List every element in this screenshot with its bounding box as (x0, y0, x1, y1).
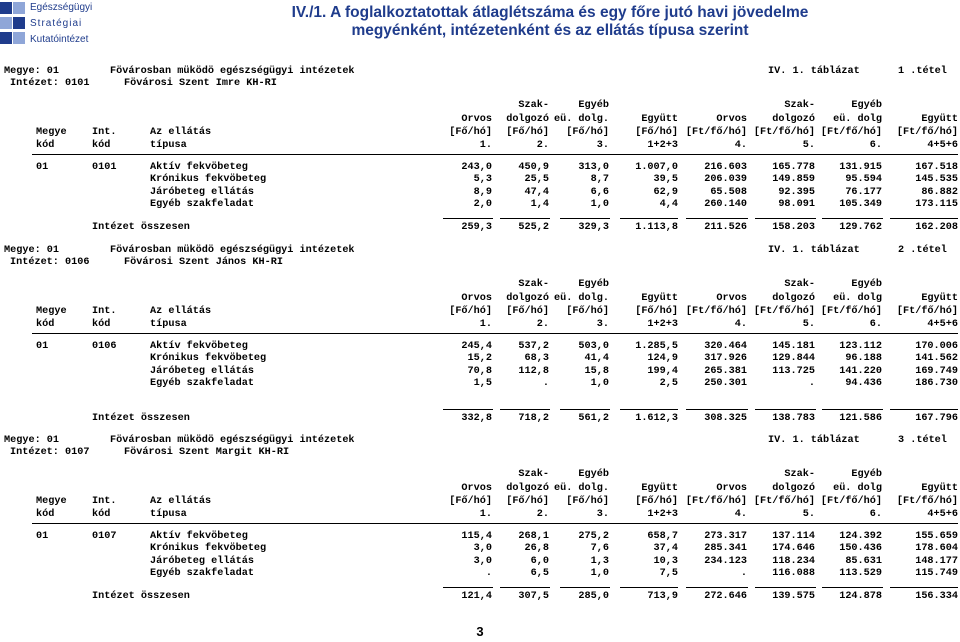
row-value: 186.730 (915, 377, 958, 389)
row-value: 1,5 (473, 377, 492, 389)
column-header: [Fő/hó] (449, 127, 492, 138)
column-header: Egyéb (578, 100, 609, 111)
column-header: Együtt (921, 293, 958, 304)
logo-line-2: Stratégiai (30, 18, 83, 29)
megye-label: Megye: 01 (4, 245, 60, 256)
left-column-code: típusa (150, 319, 187, 330)
row-value: 94.436 (845, 377, 882, 389)
column-header: [Fő/hó] (566, 127, 609, 138)
total-divider (560, 587, 610, 588)
logo-line-3: Kutatóintézet (30, 34, 89, 45)
left-column-header: Megye (36, 306, 67, 317)
page-title (140, 4, 960, 40)
total-divider (822, 218, 883, 219)
column-header: dolgozó (772, 483, 815, 494)
left-column-code: kód (92, 319, 111, 330)
row-value: 148.177 (915, 555, 958, 567)
row-value: 113.725 (772, 365, 815, 377)
left-column-header: Az ellátás (150, 306, 212, 317)
total-divider (620, 218, 678, 219)
row-value: 178.604 (915, 543, 958, 555)
column-header: 4+5+6 (927, 509, 958, 520)
row-value: 169.749 (915, 365, 958, 377)
total-divider (755, 587, 816, 588)
column-header: 1+2+3 (647, 140, 678, 151)
total-divider (686, 587, 748, 588)
row-value: 47,4 (524, 186, 549, 198)
row-value: 105.349 (839, 198, 882, 210)
row-value: 6,5 (530, 567, 549, 579)
column-header: [Fő/hó] (635, 306, 678, 317)
left-column-header: Int. (92, 127, 117, 138)
row-value: 141.220 (839, 365, 882, 377)
total-value: 259,3 (461, 222, 492, 234)
column-header: 3. (596, 509, 609, 520)
total-value: 308.325 (704, 413, 747, 425)
row-value: 165.778 (772, 162, 815, 173)
left-column-header: Int. (92, 496, 117, 507)
item-number: 3 .tétel (898, 435, 947, 446)
row-value: 65.508 (710, 186, 747, 198)
row-value: 98.091 (778, 198, 815, 210)
intezet-name: Fövárosi Szent Imre KH-RI (124, 78, 277, 89)
row-value: 2,5 (659, 377, 678, 389)
total-value: 139.575 (772, 591, 815, 603)
title-line-2: megyénként, intézetenként és az ellátás típusa szerint (351, 22, 749, 39)
row-type: Járóbeteg ellátás (150, 365, 254, 377)
column-header: eü. dolg (833, 483, 882, 494)
row-value: 118.234 (772, 555, 815, 567)
total-divider (822, 409, 883, 410)
total-divider (500, 409, 550, 410)
column-header: Együtt (921, 114, 958, 125)
column-header: [Fő/hó] (635, 127, 678, 138)
row-int-code: 0101 (92, 162, 117, 173)
column-header: Szak- (784, 100, 815, 111)
item-number: 2 .tétel (898, 245, 947, 256)
row-value: . (485, 567, 492, 579)
row-value: 124,9 (647, 353, 678, 365)
row-value: 170.006 (915, 341, 958, 352)
row-value: 265.381 (704, 365, 747, 377)
row-value: 3,0 (473, 555, 492, 567)
column-header: [Ft/fő/hó] (753, 306, 815, 317)
row-type: Krónikus fekvöbeteg (150, 543, 267, 555)
header-divider (32, 154, 958, 155)
row-int-code: 0106 (92, 341, 117, 352)
left-column-code: kód (92, 509, 111, 520)
column-header: 3. (596, 319, 609, 330)
total-divider (686, 218, 748, 219)
column-header: 1. (479, 319, 492, 330)
total-divider (443, 409, 493, 410)
total-value: 272.646 (704, 591, 747, 603)
total-divider (755, 218, 816, 219)
row-value: 7,6 (590, 543, 609, 555)
row-value: 285.341 (704, 543, 747, 555)
intezet-name: Fövárosi Szent Margit KH-RI (124, 447, 290, 458)
column-header: [Fő/hó] (506, 306, 549, 317)
column-header: [Ft/fő/hó] (753, 496, 815, 507)
total-value: 138.783 (772, 413, 815, 425)
row-value: 503,0 (578, 341, 609, 352)
row-value: 85.631 (845, 555, 882, 567)
column-header: [Ft/fő/hó] (896, 127, 958, 138)
row-value: 39,5 (653, 174, 678, 186)
total-value: 718,2 (518, 413, 549, 425)
megye-name: Fövárosban müködö egészségügyi intézetek (110, 245, 355, 256)
logo-line-1: Egészségügyi (30, 2, 93, 13)
column-header: dolgozó (506, 483, 549, 494)
column-header: 4. (734, 319, 747, 330)
row-value: 115,4 (461, 531, 492, 542)
row-value: 206.039 (704, 174, 747, 186)
row-type: Egyéb szakfeladat (150, 198, 254, 210)
column-header: [Ft/fő/hó] (685, 306, 747, 317)
total-value: 561,2 (578, 413, 609, 425)
row-value: 145.535 (915, 174, 958, 186)
row-value: 15,8 (584, 365, 609, 377)
column-header: [Ft/fő/hó] (820, 496, 882, 507)
row-type: Krónikus fekvöbeteg (150, 174, 267, 186)
column-header: dolgozó (772, 114, 815, 125)
row-value: 6,6 (590, 186, 609, 198)
total-divider (890, 218, 958, 219)
column-header: eü. dolg. (553, 483, 609, 494)
total-divider (755, 409, 816, 410)
column-header: Szak- (518, 279, 549, 290)
row-value: 167.518 (915, 162, 958, 173)
column-header: Egyéb (851, 469, 882, 480)
column-header: [Fő/hó] (635, 496, 678, 507)
total-divider (560, 409, 610, 410)
total-divider (890, 409, 958, 410)
row-value: 96.188 (845, 353, 882, 365)
row-value: 26,8 (524, 543, 549, 555)
column-header: eü. dolg (833, 114, 882, 125)
row-value: 1.285,5 (635, 341, 678, 352)
column-header: Együtt (641, 114, 678, 125)
total-divider (822, 587, 883, 588)
column-header: Egyéb (851, 100, 882, 111)
row-value: 1,0 (590, 567, 609, 579)
column-header: Együtt (641, 293, 678, 304)
column-header: [Fő/hó] (449, 496, 492, 507)
left-column-code: kód (36, 319, 55, 330)
page-number: 3 (476, 624, 484, 639)
row-value: 86.882 (921, 186, 958, 198)
item-number: 1 .tétel (898, 66, 947, 77)
total-divider (620, 587, 678, 588)
row-type: Aktív fekvöbeteg (150, 162, 248, 173)
column-header: 6. (869, 140, 882, 151)
row-megye-code: 01 (36, 531, 49, 542)
column-header: 4. (734, 509, 747, 520)
row-value: 2,0 (473, 198, 492, 210)
row-value: 123.112 (839, 341, 882, 352)
row-type: Járóbeteg ellátás (150, 555, 254, 567)
row-value: 92.395 (778, 186, 815, 198)
header-divider (32, 523, 958, 524)
row-value: 173.115 (915, 198, 958, 210)
column-header: Orvos (461, 293, 492, 304)
row-value: 260.140 (704, 198, 747, 210)
left-column-header: Megye (36, 127, 67, 138)
column-header: Orvos (716, 114, 747, 125)
column-header: Egyéb (851, 279, 882, 290)
total-value: 162.208 (915, 222, 958, 234)
row-type: Egyéb szakfeladat (150, 377, 254, 389)
column-header: 1+2+3 (647, 509, 678, 520)
column-header: 6. (869, 319, 882, 330)
total-divider (620, 409, 678, 410)
megye-label: Megye: 01 (4, 435, 60, 446)
column-header: [Ft/fő/hó] (820, 306, 882, 317)
column-header: Szak- (784, 279, 815, 290)
total-value: 121.586 (839, 413, 882, 425)
total-divider (890, 587, 958, 588)
column-header: [Fő/hó] (566, 306, 609, 317)
column-header: Orvos (461, 483, 492, 494)
left-column-header: Az ellátás (150, 127, 212, 138)
row-type: Aktív fekvöbeteg (150, 531, 248, 542)
column-header: [Ft/fő/hó] (896, 496, 958, 507)
column-header: dolgozó (506, 293, 549, 304)
total-divider (443, 218, 493, 219)
row-value: 10,3 (653, 555, 678, 567)
total-label: Intézet összesen (92, 222, 190, 234)
row-value: 129.844 (772, 353, 815, 365)
row-value: 268,1 (518, 531, 549, 542)
title-line-1: IV./1. A foglalkoztatottak átlaglétszáma és egy főre jutó havi jövedelme (291, 4, 809, 21)
intezet-label: Intézet: 0106 (10, 257, 90, 268)
row-value: 112,8 (518, 365, 549, 377)
row-value: 124.392 (839, 531, 882, 542)
column-header: [Fő/hó] (506, 496, 549, 507)
column-header: Orvos (716, 293, 747, 304)
column-header: Orvos (461, 114, 492, 125)
row-value: 6,0 (530, 555, 549, 567)
row-value: 537,2 (518, 341, 549, 352)
row-value: 7,5 (659, 567, 678, 579)
total-divider (560, 218, 610, 219)
intezet-name: Fövárosi Szent János KH-RI (124, 257, 283, 268)
left-column-code: típusa (150, 509, 187, 520)
row-value: 174.646 (772, 543, 815, 555)
column-header: [Fő/hó] (566, 496, 609, 507)
row-value: 1,3 (590, 555, 609, 567)
total-value: 525,2 (518, 222, 549, 234)
row-value: 141.562 (915, 353, 958, 365)
row-value: 113.529 (839, 567, 882, 579)
row-value: 199,4 (647, 365, 678, 377)
total-divider (500, 587, 550, 588)
column-header: Együtt (921, 483, 958, 494)
column-header: 1. (479, 140, 492, 151)
column-header: 5. (802, 509, 815, 520)
row-value: . (808, 377, 815, 389)
total-value: 129.762 (839, 222, 882, 234)
column-header: 4+5+6 (927, 319, 958, 330)
row-value: . (542, 377, 549, 389)
row-value: 317.926 (704, 353, 747, 365)
row-value: 245,4 (461, 341, 492, 352)
table-ref: IV. 1. táblázat (768, 435, 860, 446)
row-value: 62,9 (653, 186, 678, 198)
row-value: 275,2 (578, 531, 609, 542)
left-column-code: kód (36, 509, 55, 520)
row-value: 243,0 (461, 162, 492, 173)
row-value: 37,4 (653, 543, 678, 555)
total-value: 285,0 (578, 591, 609, 603)
total-value: 167.796 (915, 413, 958, 425)
row-value: 68,3 (524, 353, 549, 365)
row-value: 313,0 (578, 162, 609, 173)
total-divider (443, 587, 493, 588)
row-megye-code: 01 (36, 341, 49, 352)
megye-name: Fövárosban müködö egészségügyi intézetek (110, 435, 355, 446)
row-value: 4,4 (659, 198, 678, 210)
row-value: 8,7 (590, 174, 609, 186)
row-value: 1,0 (590, 198, 609, 210)
row-value: 76.177 (845, 186, 882, 198)
total-label: Intézet összesen (92, 413, 190, 425)
row-value: 95.594 (845, 174, 882, 186)
row-value: 450,9 (518, 162, 549, 173)
left-column-header: Megye (36, 496, 67, 507)
column-header: 6. (869, 509, 882, 520)
column-header: dolgozó (772, 293, 815, 304)
total-value: 332,8 (461, 413, 492, 425)
row-value: 149.859 (772, 174, 815, 186)
row-megye-code: 01 (36, 162, 49, 173)
row-value: 1,4 (530, 198, 549, 210)
logo (0, 0, 94, 50)
row-value: 3,0 (473, 543, 492, 555)
column-header: [Fő/hó] (506, 127, 549, 138)
column-header: [Fő/hó] (449, 306, 492, 317)
row-value: 115.749 (915, 567, 958, 579)
column-header: 2. (536, 140, 549, 151)
total-divider (500, 218, 550, 219)
row-value: 273.317 (704, 531, 747, 542)
column-header: 1. (479, 509, 492, 520)
column-header: Szak- (518, 469, 549, 480)
row-type: Aktív fekvöbeteg (150, 341, 248, 352)
total-value: 1.113,8 (635, 222, 678, 234)
row-value: 320.464 (704, 341, 747, 352)
row-value: 150.436 (839, 543, 882, 555)
column-header: Szak- (784, 469, 815, 480)
total-value: 211.526 (704, 222, 747, 234)
total-value: 713,9 (647, 591, 678, 603)
row-value: 5,3 (473, 174, 492, 186)
column-header: Együtt (641, 483, 678, 494)
row-value: 155.659 (915, 531, 958, 542)
column-header: Szak- (518, 100, 549, 111)
column-header: dolgozó (506, 114, 549, 125)
column-header: Egyéb (578, 469, 609, 480)
header-divider (32, 333, 958, 334)
column-header: eü. dolg (833, 293, 882, 304)
column-header: eü. dolg. (553, 293, 609, 304)
row-value: 658,7 (647, 531, 678, 542)
column-header: 2. (536, 509, 549, 520)
column-header: [Ft/fő/hó] (753, 127, 815, 138)
total-value: 156.334 (915, 591, 958, 603)
row-value: 116.088 (772, 567, 815, 579)
column-header: [Ft/fő/hó] (685, 496, 747, 507)
row-value: 234.123 (704, 555, 747, 567)
column-header: 4+5+6 (927, 140, 958, 151)
total-value: 121,4 (461, 591, 492, 603)
table-ref: IV. 1. táblázat (768, 66, 860, 77)
row-value: 1.007,0 (635, 162, 678, 173)
column-header: eü. dolg. (553, 114, 609, 125)
column-header: [Ft/fő/hó] (685, 127, 747, 138)
row-value: 250.301 (704, 377, 747, 389)
row-value: . (740, 567, 747, 579)
column-header: 1+2+3 (647, 319, 678, 330)
row-type: Krónikus fekvöbeteg (150, 353, 267, 365)
total-label: Intézet összesen (92, 591, 190, 603)
row-type: Egyéb szakfeladat (150, 567, 254, 579)
row-value: 8,9 (473, 186, 492, 198)
row-value: 131.915 (839, 162, 882, 173)
column-header: 5. (802, 319, 815, 330)
row-value: 41,4 (584, 353, 609, 365)
column-header: 4. (734, 140, 747, 151)
megye-name: Fövárosban müködö egészségügyi intézetek (110, 66, 355, 77)
row-value: 25,5 (524, 174, 549, 186)
total-value: 124.878 (839, 591, 882, 603)
row-value: 137.114 (772, 531, 815, 542)
row-type: Járóbeteg ellátás (150, 186, 254, 198)
logo-mark-icon (0, 2, 26, 46)
left-column-code: kód (92, 140, 111, 151)
left-column-header: Int. (92, 306, 117, 317)
row-value: 216.603 (704, 162, 747, 173)
row-value: 145.181 (772, 341, 815, 352)
column-header: 2. (536, 319, 549, 330)
row-int-code: 0107 (92, 531, 117, 542)
total-value: 329,3 (578, 222, 609, 234)
column-header: [Ft/fő/hó] (820, 127, 882, 138)
total-value: 307,5 (518, 591, 549, 603)
row-value: 15,2 (467, 353, 492, 365)
intezet-label: Intézet: 0107 (10, 447, 90, 458)
left-column-code: kód (36, 140, 55, 151)
column-header: 5. (802, 140, 815, 151)
column-header: Orvos (716, 483, 747, 494)
left-column-header: Az ellátás (150, 496, 212, 507)
column-header: [Ft/fő/hó] (896, 306, 958, 317)
table-ref: IV. 1. táblázat (768, 245, 860, 256)
column-header: Egyéb (578, 279, 609, 290)
megye-label: Megye: 01 (4, 66, 60, 77)
total-value: 158.203 (772, 222, 815, 234)
total-value: 1.612,3 (635, 413, 678, 425)
row-value: 70,8 (467, 365, 492, 377)
total-divider (686, 409, 748, 410)
intezet-label: Intézet: 0101 (10, 78, 90, 89)
row-value: 1,0 (590, 377, 609, 389)
left-column-code: típusa (150, 140, 187, 151)
column-header: 3. (596, 140, 609, 151)
